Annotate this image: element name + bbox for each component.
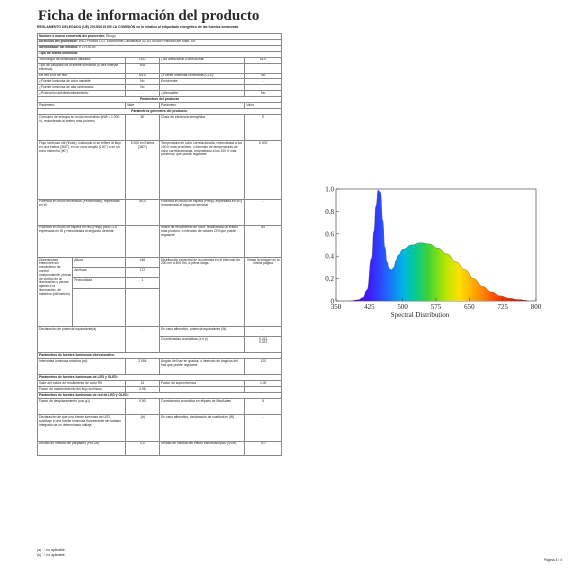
table-row — [38, 441, 282, 455]
cell: - — [245, 79, 282, 85]
light-source-type-label: Tipo de fuente luminosa: — [38, 51, 282, 57]
model-id-label: Identificador del modelo: — [39, 45, 79, 50]
table-row — [38, 225, 282, 257]
cell: De red o no de red: — [38, 73, 126, 79]
footnotes — [37, 548, 65, 559]
dimension-depth-value: 1 — [126, 278, 159, 288]
cell: ¿Fuente luminosa conectada (CLS): — [159, 73, 244, 79]
cell: Coordenadas cromáticas (x e y) — [159, 336, 244, 352]
cell: Potencia en modo de espera en red (Pesp) para CLS, expresada en W y redondeada al segundo decimal — [38, 225, 126, 257]
spectrum-area — [349, 190, 527, 301]
cell: Declaración de potencia equivalente(a) — [38, 327, 126, 353]
cell: En caso afirmativo, declaración de sustitución (W) — [159, 415, 244, 441]
cell: Ángulo del haz en grados, o intervalo de ángulos del haz que puede regularse — [159, 359, 244, 375]
supplier-name-label: Nombre o marca comercial del proveedor: — [39, 33, 106, 38]
cell: No — [125, 85, 159, 91]
chromaticity-values: 0,313 0,337 — [245, 336, 282, 352]
cell: 50 — [125, 115, 159, 141]
cell: ¿Atenuable: — [159, 91, 244, 97]
footnote-a: (a) '-': no aplicable; — [37, 548, 66, 552]
product-info-table — [37, 33, 282, 456]
dimensions-label: Dimensiones exteriores sin mecanismo de control independiente, piezas de control de la iluminación y piezas ajenas a la iluminación, de haberlos (milímetros) — [38, 258, 73, 326]
spectral-distribution-chart — [320, 183, 550, 321]
cell — [245, 63, 282, 73]
cell: - — [125, 91, 159, 97]
x-tick-label: 800 — [530, 303, 542, 311]
cell: Flujo luminoso útil (Φuse), indicando si se refiere al flujo en una esfera (360°), en un cono amplio (120°) o en un cono estrecho (90°) — [38, 141, 126, 199]
mains-led-header: Parámetros de fuentes luminosas de red de LED y OLED: — [38, 393, 282, 399]
y-tick-label: 0.4 — [325, 252, 334, 261]
table-row — [38, 141, 282, 199]
dimension-height-label: Altura — [73, 258, 125, 268]
table-row — [38, 415, 282, 441]
y-tick-label: 0.8 — [325, 207, 334, 216]
cell: Potencia en modo de espera (Pesp), expresada en W y redondeada al segundo decimal — [159, 199, 244, 225]
dimension-width-label: Anchura — [73, 268, 125, 278]
product-info-document — [37, 26, 282, 456]
x-tick-label: 725 — [497, 303, 508, 311]
cell: 5 000 en Esfera (360°) — [125, 141, 159, 199]
cell: 6 402 — [245, 141, 282, 199]
params-header: Parámetros del producto — [38, 97, 282, 103]
cell: 0,90 — [125, 399, 159, 415]
x-tick-label: 350 — [330, 303, 342, 311]
general-params-header: Parámetros generales del producto: — [38, 109, 282, 115]
regulation-text: REGLAMENTO DELEGADO (UE) 2019/2015 DE LA COMISIÓN en lo relativo al etiquetado energético de las fuentes luminosas — [37, 25, 239, 29]
cell: -(b) — [125, 415, 159, 441]
dimension-values — [126, 258, 159, 326]
cell: Clase de eficiencia energética — [159, 115, 244, 141]
cell: 2 064 — [125, 359, 159, 375]
supplier-address-value: WSJ Product LTD, Eschborner Landstraße 42-50, 60489 Frankfurt am Main, DE — [78, 39, 196, 44]
cell: ¿Protección antideslumbramiento: — [38, 91, 126, 97]
cell: - — [125, 225, 159, 257]
x-axis-label: Spectral Distribution — [390, 311, 450, 319]
x-tick-label: 650 — [464, 303, 475, 311]
col-header: Valor — [125, 103, 159, 109]
table-row — [38, 63, 282, 73]
cell: Índice de rendimiento de color, redondeado al entero más próximo, o intervalo de valores CRI que puede regularse — [159, 225, 244, 257]
cell: N/A — [125, 63, 159, 73]
cell: Tecnología de iluminación utilizada: — [38, 57, 126, 63]
page-title: Ficha de información del producto — [38, 8, 260, 24]
cell: Temperatura de color correlacionada, redondeada a los 100 K más próximos, o intervalo de temperaturas de color correlacionadas, redondeado a los 100 K más próximos, que puede regularse — [159, 141, 244, 199]
footnote-b: (b) '-': no aplicable; — [37, 553, 66, 558]
cell: Factor de supervivencia — [159, 381, 244, 387]
cell: 120 — [245, 359, 282, 375]
cell — [159, 63, 244, 73]
cell: MLS — [125, 73, 159, 79]
cell: Unidad de medida del efecto estroboscópico (SVM) — [159, 441, 244, 455]
led-header: Parámetros de fuentes luminosas de LED y OLED: — [38, 375, 282, 381]
cell: Distribución espectral de la potencia en el intervalo de 250 nm a 800 nm, a plena carga — [159, 258, 244, 327]
dimension-depth-label: Profundidad — [73, 278, 125, 288]
cell: 84 — [245, 225, 282, 257]
col-header: Parámetro — [38, 103, 126, 109]
supplier-address-label: Dirección del proveedor: — [39, 39, 78, 44]
cell: Unidad de medida del parpadeo (Pst LM) — [38, 441, 126, 455]
cell: Envolvente: — [159, 79, 244, 85]
cell: - — [125, 327, 159, 353]
cell: Declaración de que una fuente luminosa de LED sustituye a una fuente luminosa fluorescente sin balasto integrado de un determinado vatiaje. — [38, 415, 126, 441]
cell: 0,96 — [125, 387, 159, 393]
cell: Consumo de energía en modo encendido (kWh / 1 000 h), redondeado al entero más próximo — [38, 115, 126, 141]
cell: Factor de mantenimiento del flujo luminoso — [38, 387, 126, 393]
cell: No — [245, 73, 282, 79]
dimension-width-value: 172 — [126, 268, 159, 278]
cell: - — [245, 199, 282, 225]
x-tick-label: 500 — [397, 303, 408, 311]
cell: Valor del índice de rendimiento de color R9 — [38, 381, 126, 387]
cell: Consistencia cromática en elipses de MacAdam — [159, 399, 244, 415]
col-header: Parámetro — [159, 103, 244, 109]
table-row — [38, 199, 282, 225]
table-row — [38, 115, 282, 141]
cell: Intensidad luminosa máxima (cd) — [38, 359, 126, 375]
cell: E — [245, 115, 282, 141]
cell: ¿Fuente luminosa de color variable: — [38, 79, 126, 85]
cell: LED — [125, 57, 159, 63]
cell: 1,00 — [245, 381, 282, 387]
cell: ¿No direccional o direccional: — [159, 57, 244, 63]
table-row — [38, 258, 282, 327]
cell: - — [245, 415, 282, 441]
cell: En caso afirmativo, potencia equivalente (W) — [159, 327, 244, 337]
dimensions-table — [38, 258, 125, 326]
directional-header: Parámetros de fuentes luminosas direccionales: — [38, 353, 282, 359]
cell: No — [245, 91, 282, 97]
table-row — [38, 399, 282, 415]
cell: Potencia en modo encendido (Pencendido), expresada en W — [38, 199, 126, 225]
x-tick-label: 575 — [430, 303, 442, 311]
supplier-name-value: Etrogo — [106, 33, 116, 38]
col-header: Valor — [245, 103, 282, 109]
cell: Véase la imagen en la última página — [245, 258, 282, 327]
y-tick-label: 0.6 — [325, 230, 334, 239]
cell: DLS — [245, 57, 282, 63]
cell: ¿Fuente luminosa de alta luminancia: — [38, 85, 126, 91]
page-number: Página 3 / 4 — [543, 558, 562, 562]
y-tick-label: 1.0 — [325, 185, 334, 194]
cell: No — [125, 79, 159, 85]
cell: 14 — [125, 381, 159, 387]
spectral-chart-svg — [320, 183, 550, 321]
cell: Tipo de casquillo de la fuente luminosa (u otra interfaz eléctrica) — [38, 63, 126, 73]
dimension-height-value: 246 — [126, 258, 159, 268]
model-id-value: ET-FLM-50 — [79, 45, 96, 50]
cell: - — [245, 327, 282, 337]
cell: 0,0 — [125, 441, 159, 455]
cell: 50,0 — [125, 199, 159, 225]
cell: 0,0 — [245, 441, 282, 455]
table-row — [38, 327, 282, 337]
cell: Factor de desplazamiento (cos φ1) — [38, 399, 126, 415]
y-tick-label: 0 — [330, 297, 334, 306]
cell: 5 — [245, 399, 282, 415]
x-tick-label: 425 — [364, 303, 375, 311]
table-row — [38, 359, 282, 375]
y-tick-label: 0.2 — [325, 275, 334, 284]
